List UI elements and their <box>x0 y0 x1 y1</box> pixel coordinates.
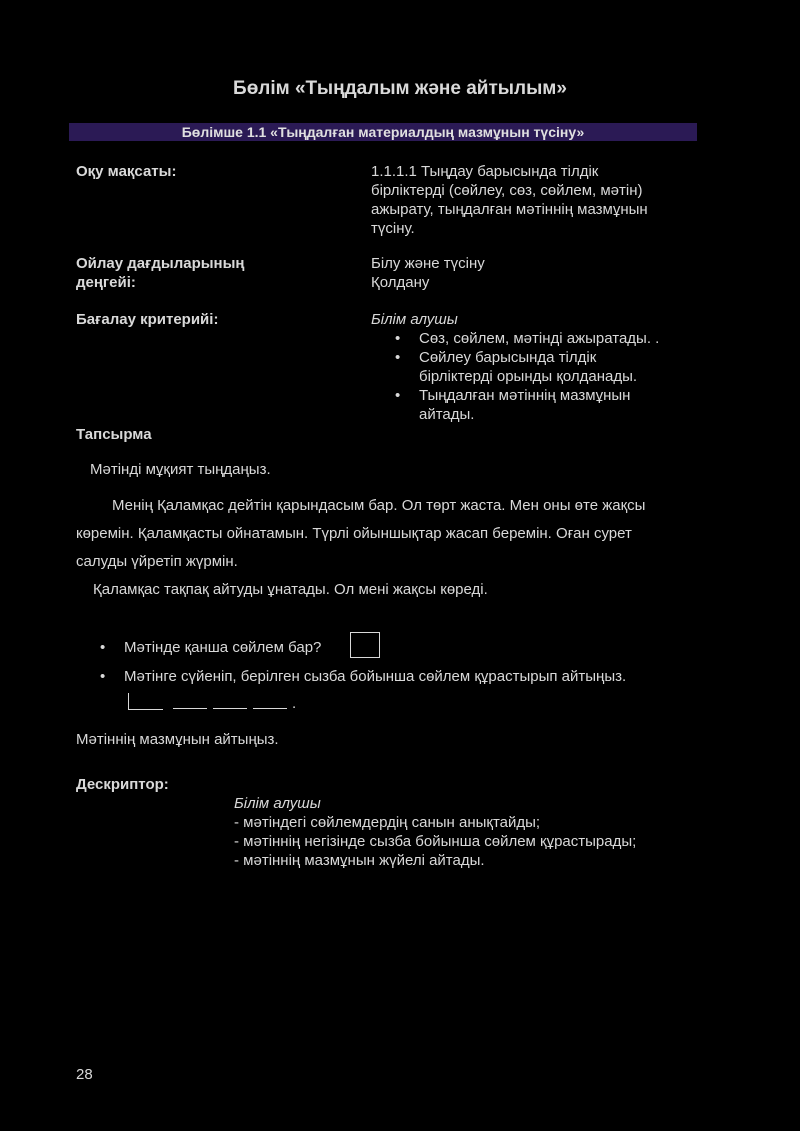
thinking-level-label <box>76 254 245 292</box>
scheme-start-segment <box>128 693 163 710</box>
thinking-level-value <box>371 254 485 292</box>
bullet: • <box>100 668 106 685</box>
page-number: 28 <box>76 1066 93 1083</box>
task-label: Тапсырма <box>76 426 152 443</box>
thinking-level-line: Білу және түсіну <box>371 255 485 272</box>
story-line: Менің Қаламқас дейтін қарындасым бар. Ол төрт жаста. Мен оны өте жақсы <box>112 497 646 514</box>
scheme-segment <box>173 708 207 709</box>
question-2-text: Мәтінге сүйеніп, берілген сызба бойынша сөйлем құрастырып айтыңыз. <box>124 668 627 685</box>
story-text <box>76 492 716 604</box>
sentence-scheme <box>128 693 303 715</box>
question-1-text: Мәтінде қанша сөйлем бар? <box>124 639 322 656</box>
section-title: Бөлім «Тыңдалым және айтылым» <box>233 78 567 99</box>
question-2 <box>100 667 720 686</box>
descriptor-line: - мәтіннің негізінде сызба бойынша сөйлем құрастырады; <box>234 833 637 850</box>
thinking-level-label-line: Ойлау дағдыларының <box>76 255 245 272</box>
criteria-block <box>371 310 691 424</box>
retell-instruction: Мәтіннің мазмұнын айтыңыз. <box>76 731 279 748</box>
objective-line: ажырату, тыңдалған мәтіннің мазмұнын <box>371 201 648 218</box>
subsection-band <box>69 123 697 141</box>
descriptor-block <box>234 794 636 870</box>
scheme-segment <box>213 708 247 709</box>
question-1 <box>100 638 700 657</box>
scheme-period: . <box>292 695 297 712</box>
criteria-item: • Сөз, сөйлем, мәтінді ажыратады. . <box>371 329 691 348</box>
descriptor-label: Дескриптор: <box>76 776 169 793</box>
objective-line: бірліктерді (сөйлеу, сөз, сөйлем, мәтін) <box>371 182 643 199</box>
criteria-intro: Білім алушы <box>371 311 458 328</box>
criteria-list <box>371 329 691 424</box>
objective-value <box>371 162 691 238</box>
objective-line: түсіну. <box>371 220 415 237</box>
scheme-segment <box>253 708 287 709</box>
descriptor-intro: Білім алушы <box>234 795 321 812</box>
task-instruction: Мәтінді мұқият тыңдаңыз. <box>90 461 271 478</box>
criteria-item: • Тыңдалған мәтіннің мазмұнын айтады. <box>371 386 659 424</box>
thinking-level-line: Қолдану <box>371 274 430 291</box>
story-line: салуды үйретіп жүрмін. <box>76 553 238 570</box>
story-line: Қаламқас тақпақ айтуды ұнатады. Ол мені жақсы көреді. <box>93 581 488 598</box>
subsection-title: Бөлімше 1.1 «Тыңдалған материалдың мазмұнын түсіну» <box>181 124 585 140</box>
criteria-item: • Сөйлеу барысында тілдік бірліктерді орынды қолданады. <box>371 348 649 386</box>
descriptor-line: - мәтіндегі сөйлемдердің санын анықтайды; <box>234 814 541 831</box>
thinking-level-label-line: деңгейі: <box>76 274 136 291</box>
descriptor-line: - мәтіннің мазмұнын жүйелі айтады. <box>234 852 485 869</box>
objective-line: 1.1.1.1 Тыңдау барысында тілдік <box>371 163 599 180</box>
answer-box[interactable] <box>350 632 380 658</box>
criteria-label: Бағалау критерийі: <box>76 311 219 328</box>
bullet: • <box>100 639 106 656</box>
objective-label: Оқу мақсаты: <box>76 163 177 180</box>
story-line: көремін. Қаламқасты ойнатамын. Түрлі ойыншықтар жасап беремін. Оған сурет <box>76 525 632 542</box>
